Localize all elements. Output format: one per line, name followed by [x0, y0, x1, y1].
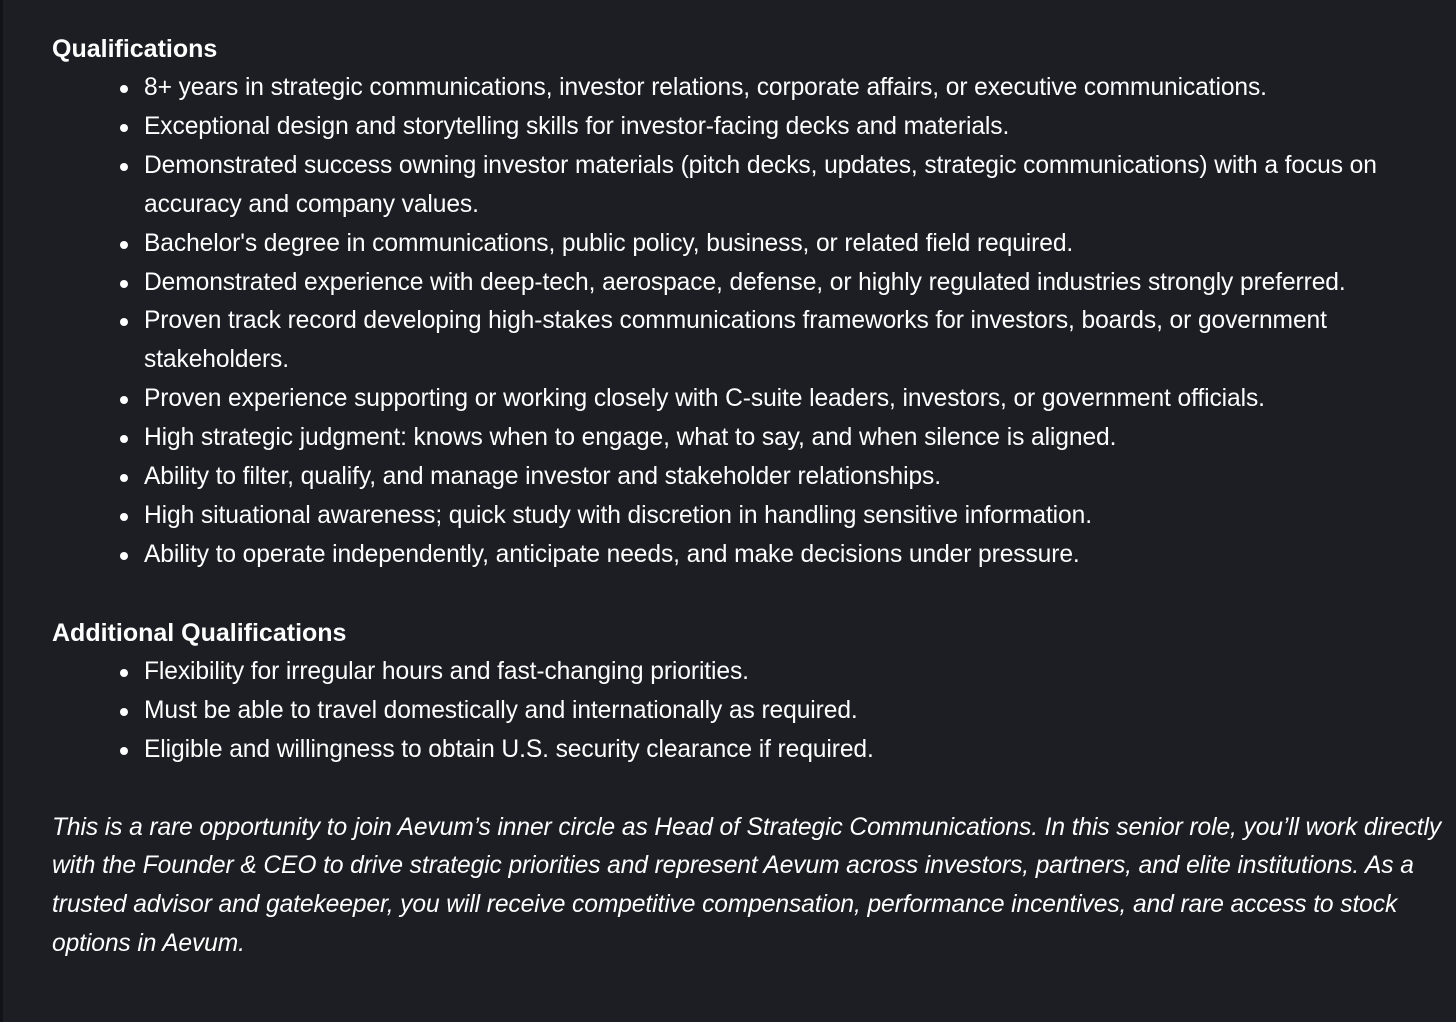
qualifications-heading: Qualifications [52, 35, 218, 63]
list-item: Ability to operate independently, anticipate needs, and make decisions under pressure. [52, 536, 1447, 575]
list-item: Flexibility for irregular hours and fast-changing priorities. [52, 653, 1447, 692]
additional-qualifications-list [52, 653, 1447, 770]
list-item: Demonstrated experience with deep-tech, aerospace, defense, or highly regulated industries strongly preferred. [52, 264, 1447, 303]
list-item: Must be able to travel domestically and internationally as required. [52, 692, 1447, 731]
list-item: Exceptional design and storytelling skills for investor-facing decks and materials. [52, 108, 1447, 147]
list-item: High strategic judgment: knows when to engage, what to say, and when silence is aligned. [52, 419, 1447, 458]
list-item: Proven track record developing high-stakes communications frameworks for investors, boards, or government stakeholders. [52, 302, 1447, 380]
list-item: Bachelor's degree in communications, public policy, business, or related field required. [52, 225, 1447, 264]
closing-paragraph: This is a rare opportunity to join Aevum’s inner circle as Head of Strategic Communications. In this senior role, you’ll work directly with the Founder & CEO to drive strategic priorities and represent Aevum across investors, partners, and elite institutions. As a trusted advisor and gatekeeper, you will receive competitive compensation, performance incentives, and rare access to stock options in Aevum. [52, 813, 1442, 958]
list-item: 8+ years in strategic communications, investor relations, corporate affairs, or executive communications. [52, 69, 1447, 108]
section-spacer [52, 770, 1447, 809]
section-spacer [52, 575, 1447, 614]
list-item: Proven experience supporting or working closely with C-suite leaders, investors, or government officials. [52, 380, 1447, 419]
list-item: Demonstrated success owning investor materials (pitch decks, updates, strategic communications) with a focus on accuracy and company values. [52, 147, 1447, 225]
list-item: Ability to filter, qualify, and manage investor and stakeholder relationships. [52, 458, 1447, 497]
document-content [52, 30, 1447, 964]
additional-qualifications-heading: Additional Qualifications [52, 618, 347, 647]
qualifications-list [52, 69, 1447, 575]
list-item: Eligible and willingness to obtain U.S. security clearance if required. [52, 731, 1447, 770]
list-item: High situational awareness; quick study with discretion in handling sensitive information. [52, 497, 1447, 536]
